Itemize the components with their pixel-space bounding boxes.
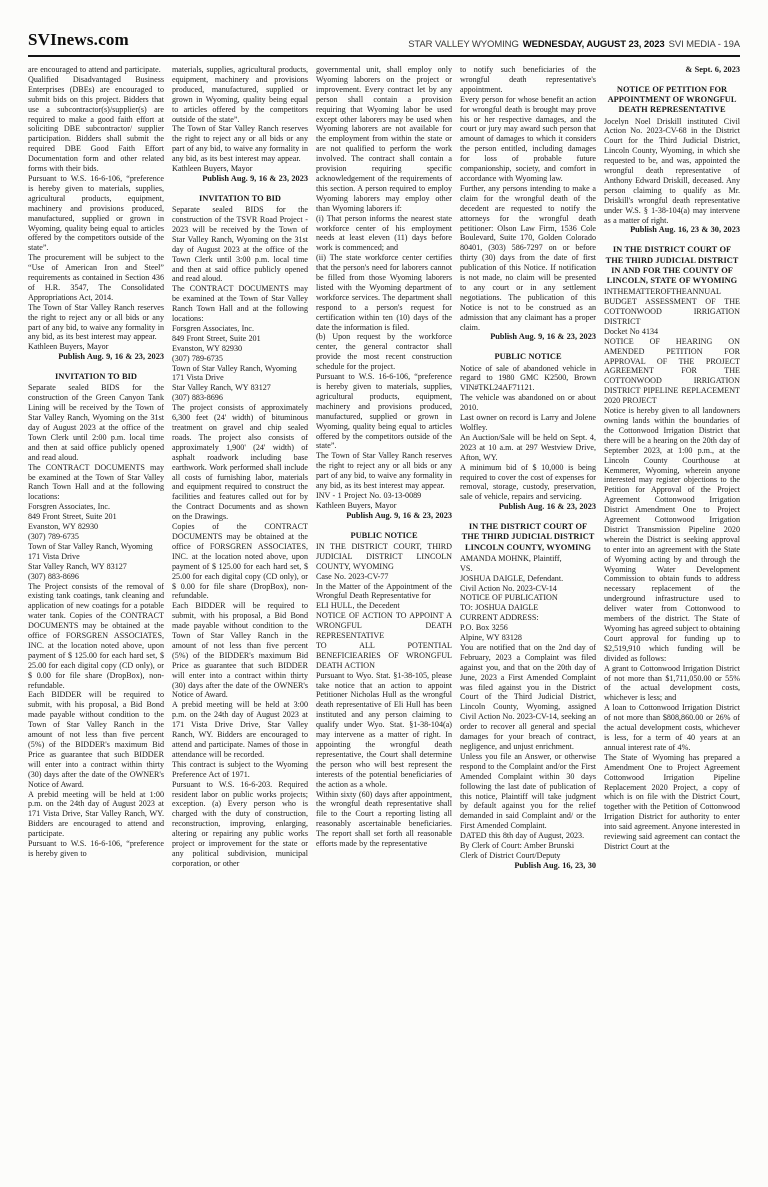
- notice-line: Kathleen Buyers, Mayor: [172, 164, 253, 174]
- column-2: [172, 65, 308, 1175]
- notice-paragraph: Within sixty (60) days after appointment, the wrongful death representative shall file to the Court a reporting listing all reasonably ascertainable beneficiaries. The report shall set forth all reasonable efforts made by the representative: [316, 789, 452, 849]
- notice-line: Evanston, WY 82930: [172, 343, 243, 353]
- notice-paragraph: The Project consists of the removal of existing tank coatings, tank cleaning and application of new coatings for a potable water tank. Copies of the CONTRACT DOCUMENTS may be obtained at the office of FORSGREN ASSOCIATES, INC. at the location noted above, upon payment of $ 125.00 for each hard set, $ 25.00 for each digital copy (CD only), or $ 0.00 for file share (DropBox), non-refundable.: [28, 581, 164, 690]
- notice-paragraph: Each BIDDER will be required to submit, with his proposal, a Bid Bond made payable without condition to the Town of Star Valley Ranch in the amount of not less than five percent (5%) of the BIDDER's maximum Bid Price as guarantee that such BIDDER will enter into a contract within thirty (30) days after the date of the OWNER's Notice of Award.: [28, 690, 164, 789]
- notice-paragraph: Further, any persons intending to make a claim for the wrongful death of the decedent are requested to notify the attorneys for the wrongful death petitioner: Olson Law Firm, 1536 Cole Boulevard, Suite 170, Golden Colorado 80401, (303) 586-7297 on or before thirty (30) days from the date of first publication of this Notice. If notification is not made, no claim will be presented to any court or in any settlement negotiations. The publication of this Notice is not to be construed as an admission that any claimant has a proper claim.: [460, 183, 596, 332]
- publish-line: Publish Aug. 16 & 23, 2023: [498, 502, 596, 512]
- notice-paragraph: Pursuant to W.S. 16-6-106, “preference is hereby given to materials, supplies, agricultural products, equipment, machinery and provisions produced, manufactured, supplied or grown in Wyoming, quality being equal to articles offered by the competitors outside of the state”.: [316, 372, 452, 451]
- notice-line: Docket No 4134: [604, 326, 659, 336]
- column-1: [28, 65, 164, 1175]
- masthead-site-name: SVInews.com: [28, 30, 129, 49]
- notice-line: Kathleen Buyers, Mayor: [316, 500, 397, 510]
- notice-line: Civil Action No. 2023-CV-14: [460, 583, 557, 593]
- publish-line: Publish Aug. 9, 16 & 23, 2023: [202, 173, 308, 183]
- notice-line: (307) 883-8696: [28, 571, 79, 581]
- notice-line: INV - 1 Project No. 03-13-0089: [316, 490, 422, 500]
- notice-paragraph: The Town of Star Valley Ranch reserves the right to reject any or all bids or any part of any bid, to waive any formality in any bid, as its best interest may appear.: [316, 451, 452, 491]
- column-3: [316, 65, 452, 1175]
- notice-paragraph: TO ALL POTENTIAL BENEFICIEARIES OF WRONGFUL DEATH ACTION: [316, 640, 452, 670]
- notice-line: By Clerk of Court: Amber Brunski: [460, 841, 575, 851]
- publish-line: Publish Aug. 9, 16 & 23, 2023: [490, 332, 596, 342]
- notice-paragraph: The vehicle was abandoned on or about 2010.: [460, 393, 596, 413]
- notice-heading: IN THE DISTRICT COURT OF THE THIRD JUDICIAL DISTRICT IN AND FOR THE COUNTY OF LINCOLN, STATE OF WYOMING: [605, 245, 739, 285]
- notice-paragraph: Last owner on record is Larry and Jolene Wolfley.: [460, 413, 596, 433]
- notice-paragraph: This contract is subject to the Wyoming Preference Act of 1971.: [172, 759, 308, 779]
- notice-paragraph: DATED this 8th day of August, 2023.: [460, 831, 585, 841]
- notice-paragraph: Each BIDDER will be required to submit, with his proposal, a Bid Bond made payable without condition to the Town of Star Valley Ranch in the amount of not less than five percent (5%) of the BIDDER's maximum Bid Price as guarantee that such BIDDER will enter into a contract within thirty (30) days after the date of the OWNER's Notice of Award.: [172, 601, 308, 700]
- notice-paragraph: Town of Star Valley Ranch, Wyoming: [28, 541, 153, 551]
- notice-paragraph: The State of Wyoming has prepared a Amendment One to Project Agreement Cottonwood Irrigation Pipeline Replacement 2020 Project, a copy of which is on file with the District Court, together with the Petition of Cottonwood Irrigation District for authority to enter into said agreement. Anyone interested in reviewing said agreement can contact the District Court at the: [604, 752, 740, 851]
- notice-line: TO: JOSHUA DAIGLE: [460, 603, 539, 613]
- notice-line: 171 Vista Drive: [28, 551, 80, 561]
- notice-paragraph: Pursuant to W.S. 16-6-203. Required resident labor on public works projects; exception. (a) Every person who is charged with the duty of construction, reconstruction, improving, enlarging, altering or repairing any public works project or improvement for the state or any political subdivision, municipal corporation, or other: [172, 779, 308, 868]
- notice-paragraph: (b) Upon request by the workforce center, the general contractor shall provide the most recent construction schedule for the project.: [316, 332, 452, 372]
- notice-paragraph: Notice is hereby given to all landowners owning lands within the boundaries of the Cottonwood Irrigation District that there will be a hearing on the 20th day of September 2023, at 1:00 p.m., at the Lincoln County Courthouse at Kemmerer, Wyoming, wherein anyone interested may register objections to the Petition for Approval of the Project Agreement Cottonwood Irrigation District Amendment One to Project Agreement Cottonwood Irrigation District Transmission Pipeline 2020 wherein the District is seeking approval to enter into an agreement with the State of Wyoming acting by and through the Wyoming Water Development Commission to obtain funds to address necessary replacement of the underground infrastructure used to deliver water from Cottonwood to members of the district. The State of Wyoming has agreed subject to obtaining Court approval for funding up to $2,519,910 which funding will be divided as follows:: [604, 406, 740, 663]
- notice-paragraph: The Town of Star Valley Ranch reserves the right to reject any or all bids or any part of any bid, to waive any formality in any bid, as its best interest may appear.: [28, 302, 164, 342]
- notice-paragraph: NOTICE OF ACTION TO APPOINT A WRONGFUL DEATH REPRESENTATIVE: [316, 611, 452, 641]
- notice-line: Star Valley Ranch, WY 83127: [28, 561, 127, 571]
- notice-paragraph: NOTICE OF HEARING ON AMENDED PETITION FOR APPROVAL OF THE PROJECT AGREEMENT FOR THE COTTONWOOD IRRIGATION DISTRICT PIPELINE REPLACEMENT 2020 PROJECT: [604, 336, 740, 406]
- page-header: [28, 0, 740, 57]
- notice-line: 849 Front Street, Suite 201: [28, 512, 117, 522]
- dateline-location: STAR VALLEY WYOMING: [408, 39, 519, 50]
- notice-line: (307) 789-6735: [28, 531, 79, 541]
- notice-paragraph: The CONTRACT DOCUMENTS may be examined at the Town of Star Valley Ranch Town Hall and at the following locations:: [28, 462, 164, 502]
- notice-paragraph: Unless you file an Answer, or otherwise respond to the Complaint and/or the First Amended Complaint within 30 days following the last date of publication of this notice, Plaintiff will take judgment by default against you for the relief demanded in said Complaint and/ or the First Amended Complaint.: [460, 751, 596, 831]
- notice-line: Alpine, WY 83128: [460, 633, 522, 643]
- notice-paragraph: Town of Star Valley Ranch, Wyoming: [172, 363, 297, 373]
- notice-line: NOTICE OF PUBLICATION: [460, 593, 558, 603]
- notice-line: Star Valley Ranch, WY 83127: [172, 383, 271, 393]
- notice-paragraph: A grant to Cottonwood Irrigation District of not more than $1,711,050.00 or 55% of the actual development costs, whichever is less; and: [604, 663, 740, 703]
- notice-line: Evanston, WY 82930: [28, 522, 99, 532]
- notice-paragraph: Separate sealed BIDS for the construction of the TSVR Road Project - 2023 will be received by the Town of Star Valley Ranch, Wyoming on the 31st day of August 2023 at the office of the Town Clerk until 3:00 p.m. local time and then at said office publicly opened and read aloud.: [172, 205, 308, 284]
- notice-line: VS.: [460, 563, 473, 573]
- publish-line: Publish Aug. 16, 23 & 30, 2023: [630, 225, 740, 235]
- publish-line: & Sept. 6, 2023: [685, 65, 740, 74]
- notice-paragraph: Pursuant to W.S. 16-6-106, “preference is hereby given to: [28, 839, 164, 858]
- notice-line: Clerk of District Court/Deputy: [460, 850, 561, 860]
- notice-paragraph: An Auction/Sale will be held on Sept. 4, 2023 at 10 a.m. at 297 Westview Drive, Afton, WY.: [460, 432, 596, 462]
- notice-line: 849 Front Street, Suite 201: [172, 333, 261, 343]
- column-5: [604, 65, 740, 1175]
- notice-paragraph: are encouraged to attend and participate.: [28, 65, 161, 74]
- notice-paragraph: A prebid meeting will be held at 3:00 p.m. on the 24th day of August 2023 at 171 Vista Drive Drive, Star Valley Ranch, WY. Bidders are encouraged to attend and participate. Names of those in attendance will be recorded.: [172, 700, 308, 759]
- notice-paragraph: governmental unit, shall employ only Wyoming laborers on the project or improvement. Every contract let by any person shall contain a provision requiring that Wyoming labor be used except other laborers may be used when Wyoming laborers are not available for the employment from within the state or are not qualified to perform the work involved. The contract shall contain a provision requiring specific acknowledgement of the requirements of this section. A person required to employ Wyoming laborers may employ other than Wyoming laborers if:: [316, 65, 452, 213]
- notice-paragraph: You are notified that on the 2nd day of February, 2023 a Complaint was filed against you, and that on the 20th day of June, 2023 a First Amended Complaint was filed against you in the District Court of the Third Judicial District, Lincoln County, Wyoming, assigned Civil Action No. 2023-CV-14, seeking an order to recover all general and special damages for your breach of contract, negligence, and unjust enrichment.: [460, 642, 596, 751]
- notice-paragraph: The procurement will be subject to the “Use of American Iron and Steel” requirements as contained in Section 436 of H.R. 3547, The Consolidated Appropriations Act, 2014.: [28, 253, 164, 302]
- dateline: [408, 39, 740, 50]
- notice-heading: PUBLIC NOTICE: [494, 352, 562, 362]
- notice-line: (307) 789-6735: [172, 353, 223, 363]
- notice-paragraph: Every person for whose benefit an action for wrongful death is brought may prove his or her respective damages, and the court or jury may award such person that amount of damages to which it considers the person entitled, including damages for loss of probable future companionship, society, and comfort in accordance with Wyoming law.: [460, 94, 596, 183]
- notice-line: Forsgren Associates, Inc.: [172, 323, 254, 333]
- notice-paragraph: Jocelyn Noel Driskill instituted Civil Action No. 2023-CV-68 in the District Court for the Third Judicial District, Lincoln County, Wyoming, in which she requested to be, and was, appointed the wrongful death representative of Anthony Edward Driskill, deceased. Any person claiming to qualify as Mr. Driskill's wrongful death representative under W.S. § 1-38-104(a) may intervene as a matter of right.: [604, 116, 740, 225]
- legal-notices-columns: [28, 57, 740, 1175]
- notice-line: Case No. 2023-CV-77: [316, 571, 389, 581]
- notice-paragraph: A minimum bid of $ 10,000 is being required to cover the cost of expenses for removal, storage, custody, preservation, sale of vehicle, repairs and servicing.: [460, 462, 596, 502]
- notice-line: ELI HULL, the Decedent: [316, 601, 400, 611]
- notice-paragraph: (i) That person informs the nearest state workforce center of his employment needs at least eleven (11) days before work is commenced; and: [316, 213, 452, 253]
- notice-paragraph: Qualified Disadvantaged Business Enterprises (DBEs) are encouraged to submit bids on this project. Bidders that use a subcontractor(s)/supplier(s) are required to make a good faith effort at soliciting DBE subcontractor/ supplier participation. Bidders shall submit the required DBE Good Faith Effort Documentation form and other related forms with their bids.: [28, 74, 164, 174]
- column-4: [460, 65, 596, 1175]
- notice-paragraph: The project consists of approximately 6,300 feet (24' width) of bituminous treatment on gravel and chip sealed roads. The project also consists of approximately 1,900' (24' width) of asphalt roadwork including base earthwork. Work performed shall include all costs of furnishing labor, materials and equipment required to construct the facilities and features called out for by the Contract Documents and as shown on the Drawings.: [172, 403, 308, 522]
- notice-paragraph: Separate sealed BIDS for the construction of the Green Canyon Tank Lining will be received by the Town of Star Valley Ranch, Wyoming on the 31st day of August 2023 at the office of the Town Clerk until 2:00 p.m. local time and then at said office publicly opened and read aloud.: [28, 383, 164, 462]
- notice-heading: INVITATION TO BID: [199, 193, 281, 203]
- notice-paragraph: The Town of Star Valley Ranch reserves the right to reject any or all bids or any part of any bid, to waive any formality in any bid, as its best interest may appear.: [172, 124, 308, 164]
- notice-paragraph: Pursuant to Wyo. Stat. §1-38-105, please take notice that an action to appoint Petitioner Nicholas Hull as the wrongful death representative of Eli Hull has been instituted and any person claiming to qualify under Wyo. Stat. §1-38-104(a) may intervene as a matter of right. In appointing the wrongful death representative, the Court shall determine the person who will best represent the interests of the potential beneficiaries of the action as a whole.: [316, 670, 452, 789]
- notice-paragraph: Copies of the CONTRACT DOCUMENTS may be obtained at the office of FORSGREN ASSOCIATES, INC. at the location noted above, upon payment of $ 125.00 for each hard set, $ 25.00 for each digital copy (CD only), or $ 0.00 for file share (DropBox), non-refundable.: [172, 522, 308, 601]
- notice-line: (307) 883-8696: [172, 393, 223, 403]
- notice-line: JOSHUA DAIGLE, Defendant.: [460, 573, 564, 583]
- notice-paragraph: In the Matter of the Appointment of the Wrongful Death Representative for: [316, 581, 452, 601]
- notice-paragraph: A loan to Cottonwood Irrigation District of not more than $808,860.00 or 26% of the actual development costs, whichever is less, for a term of 40 years at an annual interest rate of 4%.: [604, 703, 740, 752]
- notice-line: Kathleen Buyers, Mayor: [28, 342, 109, 352]
- publish-line: Publish Aug. 16, 23, 30: [514, 860, 596, 870]
- notice-line: AMANDA MOHNK, Plaintiff,: [460, 553, 562, 563]
- dateline-date: WEDNESDAY, AUGUST 23, 2023: [522, 39, 665, 50]
- notice-line: Forsgren Associates, Inc.: [28, 502, 110, 512]
- notice-paragraph: materials, supplies, agricultural products, equipment, machinery and provisions produced, manufactured, supplied or grown in Wyoming, quality being equal to articles offered by the competitors outside of the state”.: [172, 65, 308, 124]
- notice-paragraph: INTHEMATTEROFTHEANNUAL BUDGET ASSESSMENT OF THE COTTONWOOD IRRIGATION DISTRICT: [604, 287, 740, 326]
- notice-line: 171 Vista Drive: [172, 373, 224, 383]
- notice-paragraph: (ii) The state workforce center certifies that the person's need for laborers cannot be filled from those Wyoming laborers listed with the Wyoming department of workforce services. The department shall respond to a person's request for certification within ten (10) days of the date the information is filed.: [316, 253, 452, 332]
- notice-paragraph: IN THE DISTRICT COURT, THIRD JUDICIAL DISTRICT LINCOLN COUNTY, WYOMING: [316, 541, 452, 571]
- notice-line: P.O. Box 3256: [460, 623, 508, 633]
- notice-paragraph: The CONTRACT DOCUMENTS may be examined at the Town of Star Valley Ranch Town Hall and at the following locations:: [172, 284, 308, 324]
- publish-line: Publish Aug. 9, 16 & 23, 2023: [58, 352, 164, 362]
- notice-paragraph: A prebid meeting will be held at 1:00 p.m. on the 24th day of August 2023 at 171 Vista Drive, Star Valley Ranch, WY. Bidders are encouraged to attend and participate.: [28, 789, 164, 839]
- notice-paragraph: Notice of sale of abandoned vehicle in regard to 1980 GMC K2500, Brown VIN#TKL24AF71121.: [460, 363, 596, 393]
- publish-line: Publish Aug. 9, 16 & 23, 2023: [346, 510, 452, 520]
- notice-heading: IN THE DISTRICT COURT OF THE THIRD JUDICIAL DISTRICT LINCOLN COUNTY, WYOMING: [461, 522, 595, 552]
- notice-line: CURRENT ADDRESS:: [460, 613, 539, 623]
- notice-heading: INVITATION TO BID: [55, 372, 137, 382]
- notice-heading: NOTICE OF PETITION FOR APPOINTMENT OF WRONGFUL DEATH REPRESENTATIVE: [607, 84, 737, 115]
- dateline-media-page: SVI MEDIA - 19A: [668, 39, 740, 50]
- notice-paragraph: Pursuant to W.S. 16-6-106, “preference is hereby given to materials, supplies, agricultural products, equipment, machinery and provisions produced, manufactured, supplied or grown in Wyoming, quality being equal to articles offered by the competitors outside of the state”.: [28, 173, 164, 253]
- notice-paragraph: to notify such beneficiaries of the wrongful death representative's appointment.: [460, 65, 596, 94]
- notice-heading: PUBLIC NOTICE: [350, 530, 418, 540]
